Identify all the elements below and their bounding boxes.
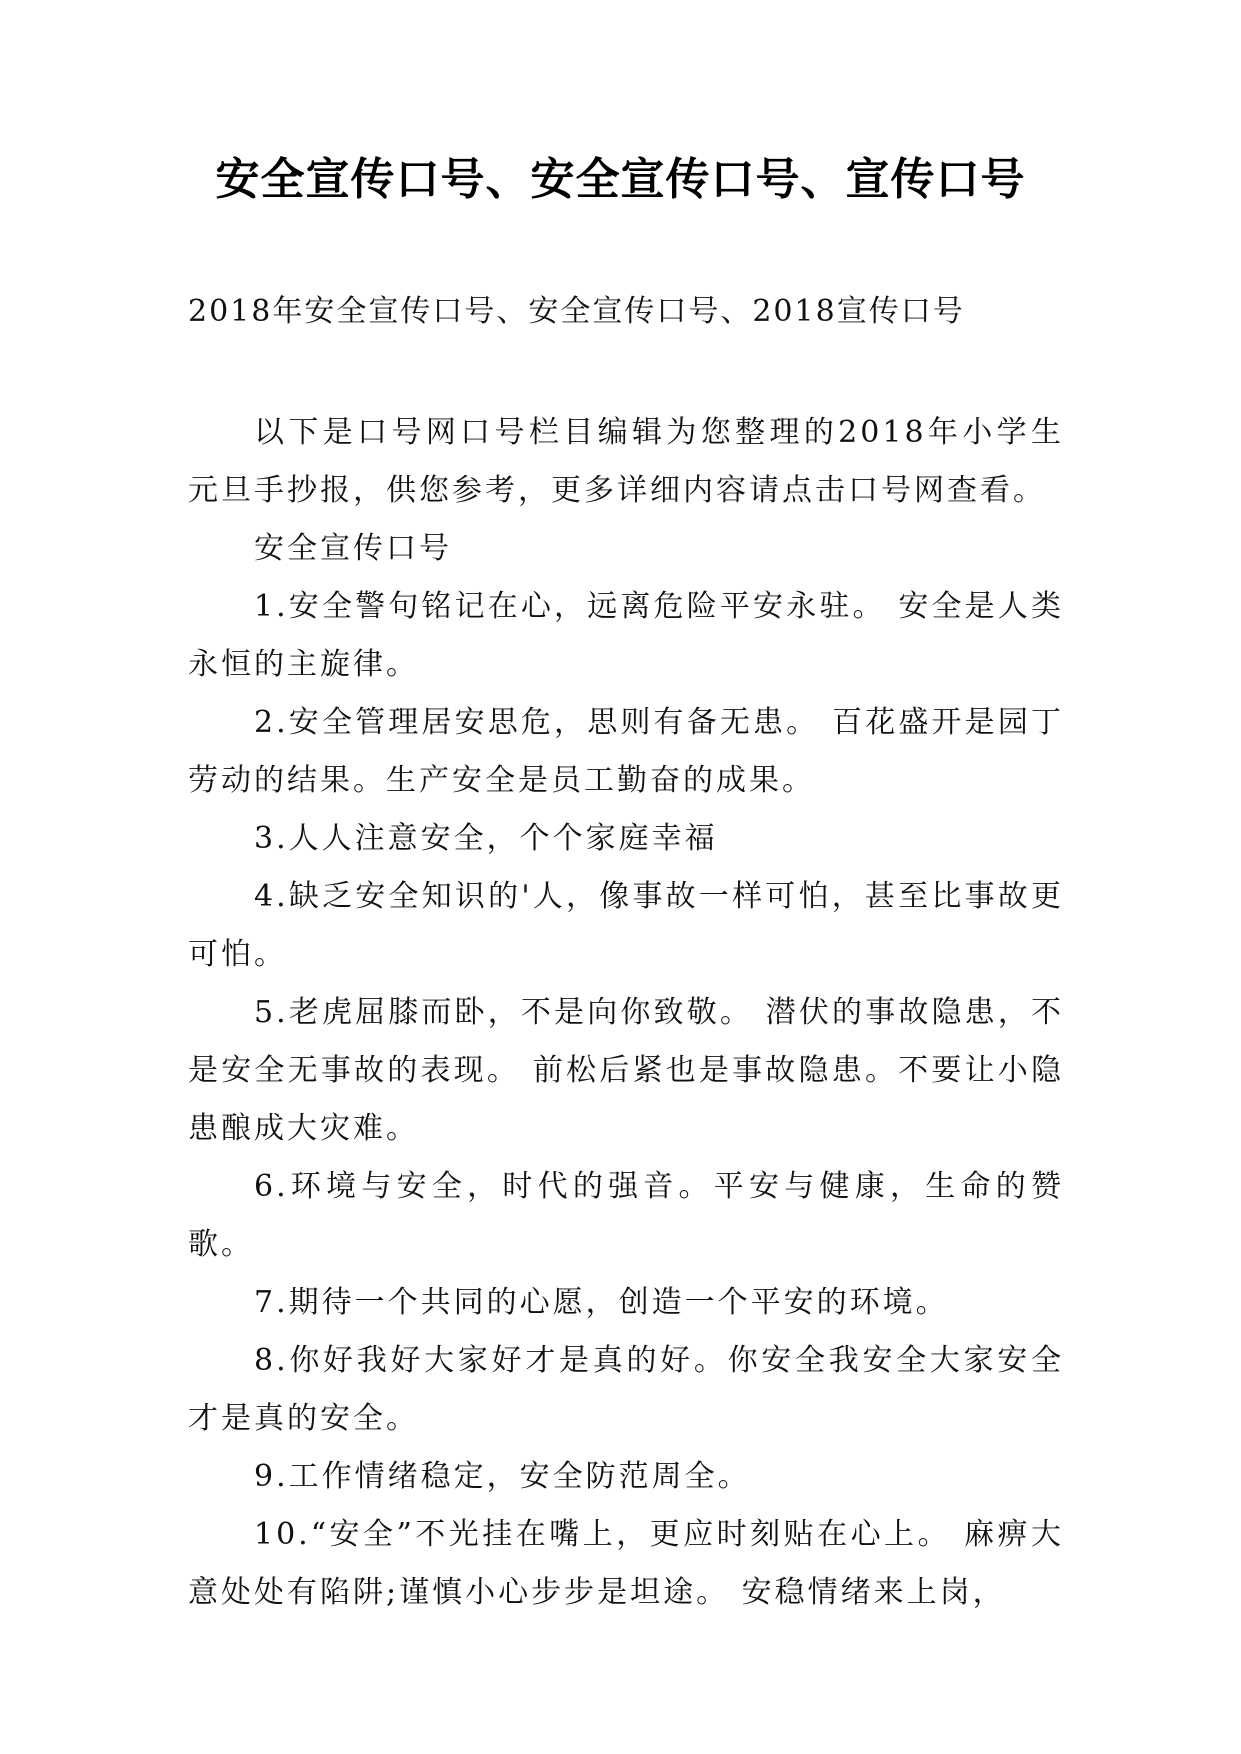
section-heading: 安全宣传口号	[254, 531, 452, 566]
document-subtitle: 2018年安全宣传口号、安全宣传口号、2018宣传口号	[188, 294, 965, 329]
slogan-item: 7.期待一个共同的心愿，创造一个平安的环境。	[254, 1285, 949, 1320]
slogan-item: 10.“安全”不光挂在嘴上，更应时刻贴在心上。 麻痹大意处处有陷阱;谨慎小心步步是坦途。 安稳情绪来上岗，	[188, 1517, 1064, 1610]
slogan-item: 9.工作情绪稳定，安全防范周全。	[254, 1459, 751, 1494]
slogan-item: 3.人人注意安全，个个家庭幸福	[254, 821, 718, 856]
slogan-item: 4.缺乏安全知识的'人，像事故一样可怕，甚至比事故更可怕。	[188, 879, 1064, 972]
slogan-item: 2.安全管理居安思危，思则有备无患。 百花盛开是园丁劳动的结果。生产安全是员工勤奋的成果。	[188, 705, 1064, 798]
slogan-item: 5.老虎屈膝而卧，不是向你致敬。 潜伏的事故隐患，不是安全无事故的表现。 前松后紧也是事故隐患。不要让小隐患酿成大灾难。	[188, 995, 1064, 1146]
document-title: 安全宣传口号、安全宣传口号、宣传口号	[215, 154, 1026, 205]
document-body	[188, 404, 1064, 1622]
slogan-item: 1.安全警句铭记在心，远离危险平安永驻。 安全是人类永恒的主旋律。	[188, 589, 1064, 682]
slogan-item: 6.环境与安全，时代的强音。平安与健康，生命的赞歌。	[188, 1169, 1064, 1262]
slogan-item: 8.你好我好大家好才是真的好。你安全我安全大家安全才是真的安全。	[188, 1343, 1064, 1436]
intro-paragraph: 以下是口号网口号栏目编辑为您整理的2018年小学生元旦手抄报，供您参考，更多详细内容请点击口号网查看。	[188, 415, 1064, 508]
